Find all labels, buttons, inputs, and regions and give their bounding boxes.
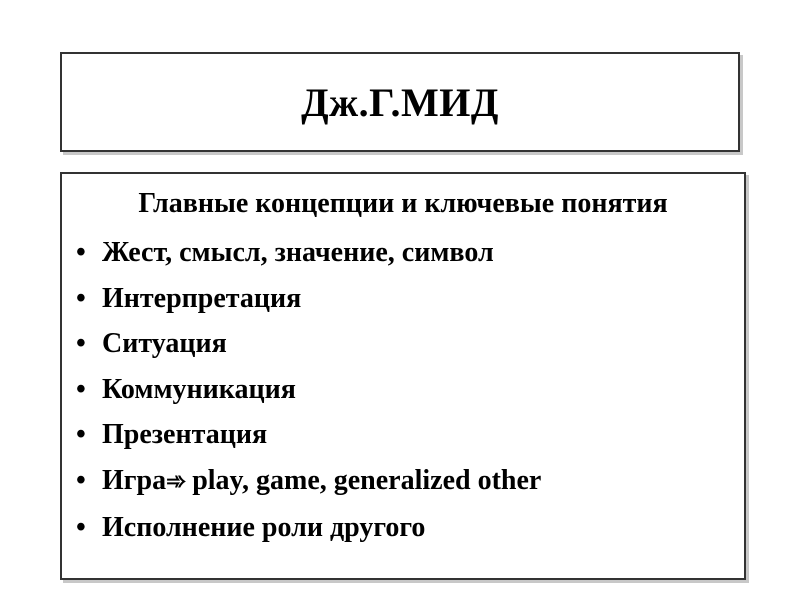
slide-subtitle: Главные концепции и ключевые понятия [138, 188, 668, 219]
list-item-text: Презентация [102, 419, 268, 450]
bullet-icon: • [76, 282, 86, 314]
list-item [76, 458, 730, 506]
list-item-text: Исполнение роли другого [102, 512, 426, 543]
bullet-icon: • [76, 512, 86, 543]
title-box [60, 52, 740, 152]
list-item [76, 412, 730, 458]
bullet-icon: • [76, 373, 86, 405]
arrow-right-icon: ➾ [166, 468, 187, 495]
list-item-suffix: play, game, generalized other [192, 464, 542, 496]
list-item-text: Коммуникация [102, 373, 296, 405]
bullet-icon: • [76, 419, 86, 450]
concept-list [76, 230, 730, 551]
list-item-text: Игра [102, 464, 167, 496]
list-item [76, 367, 730, 413]
list-item-text: Интерпретация [102, 282, 302, 314]
bullet-icon: • [76, 237, 86, 268]
bullet-icon: • [76, 328, 86, 359]
list-item [76, 230, 730, 276]
list-item-text: Ситуация [102, 328, 227, 359]
slide-title: Дж.Г.МИД [301, 79, 499, 125]
list-item [76, 505, 730, 551]
list-item-text: Жест, смысл, значение, символ [102, 237, 494, 268]
list-item [76, 276, 730, 322]
bullet-icon: • [76, 464, 86, 496]
content-box [60, 172, 746, 580]
list-item [76, 321, 730, 367]
